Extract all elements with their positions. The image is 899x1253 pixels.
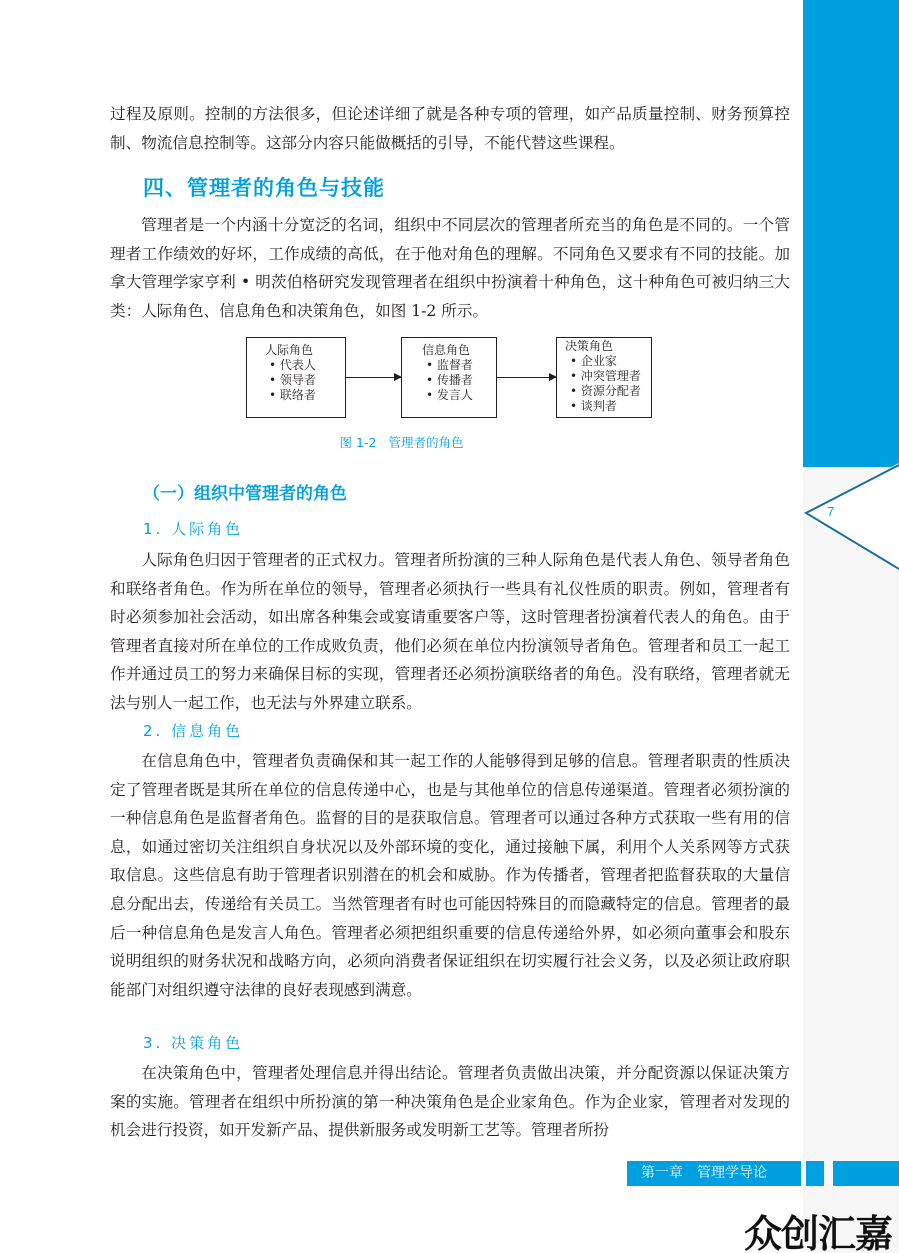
diagram-box-informational <box>401 337 497 418</box>
diagram-box-item: • 联络者 <box>265 388 345 403</box>
diagram-box-title: 人际角色 <box>265 343 314 357</box>
diagram-box-item: • 资源分配者 <box>565 384 651 399</box>
figure-caption-text: 管理者的角色 <box>388 435 464 450</box>
diagram-box-title: 决策角色 <box>565 339 614 353</box>
footer-accent-block <box>806 1161 824 1186</box>
item-heading-informational: 2. 信息角色 <box>143 722 244 740</box>
figure-caption-number: 图 1-2 <box>339 435 377 450</box>
diagram-box-item: • 传播者 <box>422 373 496 388</box>
footer-accent-block <box>833 1161 899 1186</box>
diagram-box-item: • 谈判者 <box>565 399 651 414</box>
figure-caption <box>0 433 803 451</box>
diagram-box-item: • 领导者 <box>265 373 345 388</box>
item-heading-decisional: 3. 决策角色 <box>143 1034 244 1052</box>
page-number: 7 <box>827 504 835 519</box>
diagram-box-item: • 发言人 <box>422 388 496 403</box>
sidebar-accent-bar <box>803 0 899 467</box>
page-tab <box>803 463 899 571</box>
item-heading-interpersonal: 1. 人际角色 <box>143 520 244 538</box>
subsection-heading: （一）组织中管理者的角色 <box>143 484 347 504</box>
diagram-arrow <box>346 377 401 378</box>
section-paragraph: 管理者是一个内涵十分宽泛的名词，组织中不同层次的管理者所充当的角色是不同的。一个管理者工作绩效的好坏，工作成绩的高低，在于他对角色的理解。不同角色又要求有不同的技能。加拿大管理学家亨利 • 明茨伯格研究发现管理者在组织中扮演着十种角色，这十种角色可被归纳三大类：人际角色、信息角色和决策角色，如图 1-2 所示。 <box>110 216 790 320</box>
section-heading: 四、管理者的角色与技能 <box>143 176 385 200</box>
item-paragraph-informational: 在信息角色中，管理者负责确保和其一起工作的人能够得到足够的信息。管理者职责的性质决定了管理者既是其所在单位的信息传递中心，也是与其他单位的信息传递渠道。管理者必须扮演的一种信息角色是监督者角色。监督的目的是获取信息。管理者可以通过各种方式获取一些有用的信息，如通过密切关注组织自身状况以及外部环境的变化，通过接触下属，利用个人关系网等方式获取信息。这些信息有助于管理者识别潜在的机会和威胁。作为传播者，管理者把监督获取的大量信息分配出去，传递给有关员工。当然管理者有时也可能因特殊目的而隐藏特定的信息。管理者的最后一种信息角色是发言人角色。管理者必须把组织重要的信息传递给外界，如必须向董事会和股东说明组织的财务状况和战略方向，必须向消费者保证组织在切实履行社会义务，以及必须让政府职能部门对组织遵守法律的良好表现感到满意。 <box>110 752 790 999</box>
diagram-arrow <box>497 377 556 378</box>
diagram-box-item: • 监督者 <box>422 358 496 373</box>
item-paragraph-interpersonal: 人际角色归因于管理者的正式权力。管理者所扮演的三种人际角色是代表人角色、领导者角色和联络者角色。作为所在单位的领导，管理者必须执行一些具有礼仪性质的职责。例如，管理者有时必须参加社会活动，如出席各种集会或宴请重要客户等，这时管理者扮演着代表人的角色。由于管理者直接对所在单位的工作成败负责，他们必须在单位内扮演领导者角色。管理者和员工一起工作并通过员工的努力来确保目标的实现，管理者还必须扮演联络者的角色。没有联络，管理者就无法与别人一起工作，也无法与外界建立联系。 <box>110 551 790 712</box>
chapter-footer-label: 第一章 管理学导论 <box>627 1161 801 1186</box>
item-paragraph-decisional: 在决策角色中，管理者处理信息并得出结论。管理者负责做出决策，并分配资源以保证决策方案的实施。管理者在组织中所扮演的第一种决策角色是企业家角色。作为企业家，管理者对发现的机会进行投资，如开发新产品、提供新服务或发明新工艺等。管理者所扮 <box>110 1064 790 1140</box>
diagram-box-item: • 企业家 <box>565 354 651 369</box>
diagram-box-item: • 代表人 <box>265 358 345 373</box>
watermark-logo: 众创汇嘉 <box>744 1212 893 1253</box>
diagram-box-item: • 冲突管理者 <box>565 369 651 384</box>
intro-paragraph: 过程及原则。控制的方法很多，但论述详细了就是各种专项的管理，如产品质量控制、财务预算控制、物流信息控制等。这部分内容只能做概括的引导，不能代替这些课程。 <box>110 105 790 152</box>
diagram-box-interpersonal <box>246 337 346 418</box>
diagram-box-title: 信息角色 <box>422 343 471 357</box>
diagram-box-decisional <box>556 337 652 418</box>
